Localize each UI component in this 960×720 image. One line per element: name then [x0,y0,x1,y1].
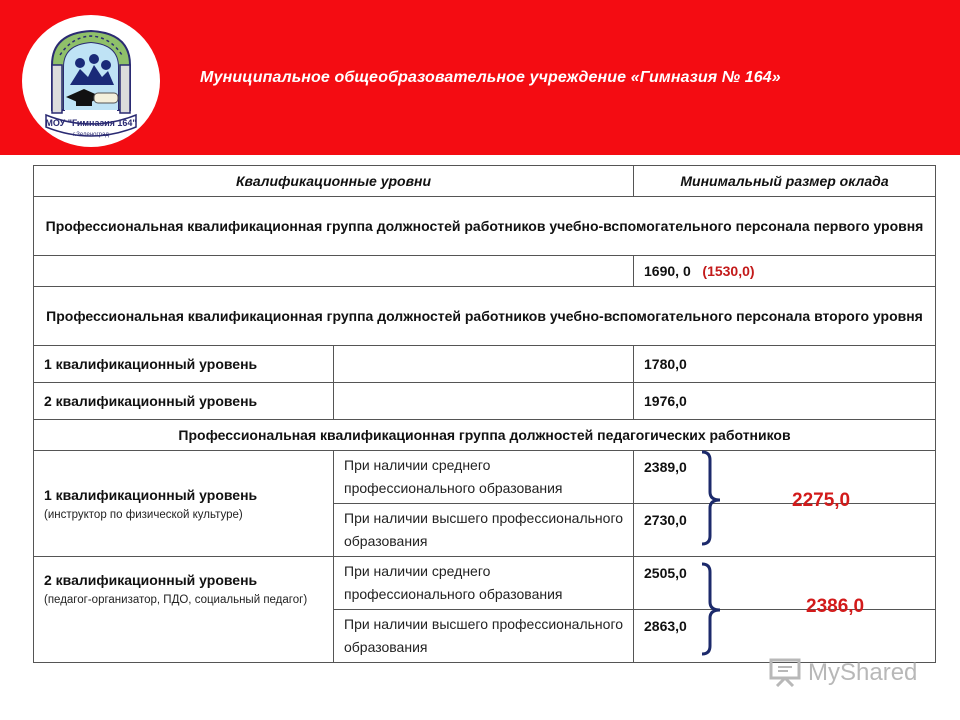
table-row [34,383,936,420]
group3-level2-cell [34,557,334,663]
group3-level2-cond-secondary: При наличии среднего профессионального образования [334,557,634,610]
col-header-salary: Минимальный размер оклада [634,166,936,197]
logo-text-line2: г.Зеленоград [73,132,109,138]
empty-cell [334,383,634,420]
table-row [34,557,936,610]
group3-level2-cond-higher: При наличии высшего профессионального образования [334,610,634,663]
level1-old-salary: 2275,0 [792,490,851,511]
group2-level2: 2 квалификационный уровень [34,383,334,420]
logo-text-line1: МОУ "Гимназия 164" [45,118,137,128]
group1-old-value: (1530,0) [702,262,755,279]
table-row [34,346,936,383]
header-banner [0,0,960,155]
level2-old-salary: 2386,0 [806,596,865,617]
group-row [34,197,936,256]
group3-level2-value-secondary: 2505,0 [634,557,936,610]
group3-level1-cell [34,451,334,557]
group3-level1: 1 квалификационный уровень [44,486,258,503]
group2-title: Профессиональная квалификационная группа должностей работников учебно-вспомогательного персонала второго уровня [34,287,936,346]
table-header-row [34,166,936,197]
group3-level2: 2 квалификационный уровень [44,572,258,588]
empty-cell [334,346,634,383]
group3-level2-note: (педагог-организатор, ПДО, социальный педагог) [44,594,308,606]
empty-cell [34,256,634,287]
group1-value-cell [634,256,936,287]
group2-level2-value: 1976,0 [634,383,936,420]
watermark-text: MyShared [808,659,918,686]
group-row [34,420,936,451]
table-row [34,256,936,287]
school-emblem-icon [22,15,160,147]
bracket-level1-icon [696,448,736,548]
col-header-levels: Квалификационные уровни [34,166,634,197]
group-row [34,287,936,346]
presentation-board-icon [768,657,802,687]
group3-level2-value-higher: 2863,0 [634,610,936,663]
group2-level1: 1 квалификационный уровень [34,346,334,383]
group3-level1-value-secondary: 2389,0 [634,451,936,504]
group1-value: 1690, 0 [644,262,691,279]
school-logo [22,15,160,147]
group3-level1-cond-higher: При наличии высшего профессионального образования [334,504,634,557]
page-title: Муниципальное общеобразовательное учреждение «Гимназия № 164» [200,69,781,86]
group2-level1-value: 1780,0 [634,346,936,383]
bracket-level2-icon [696,560,736,660]
group3-title: Профессиональная квалификационная группа должностей педагогических работников [34,420,936,451]
group3-level1-note: (инструктор по физической культуре) [44,508,243,521]
group3-level1-cond-secondary: При наличии среднего профессионального образования [334,451,634,504]
group3-level1-value-higher: 2730,0 [634,504,936,557]
salary-table [33,165,936,663]
group1-title: Профессиональная квалификационная группа должностей работников учебно-вспомогательного персонала первого уровня [34,197,936,256]
